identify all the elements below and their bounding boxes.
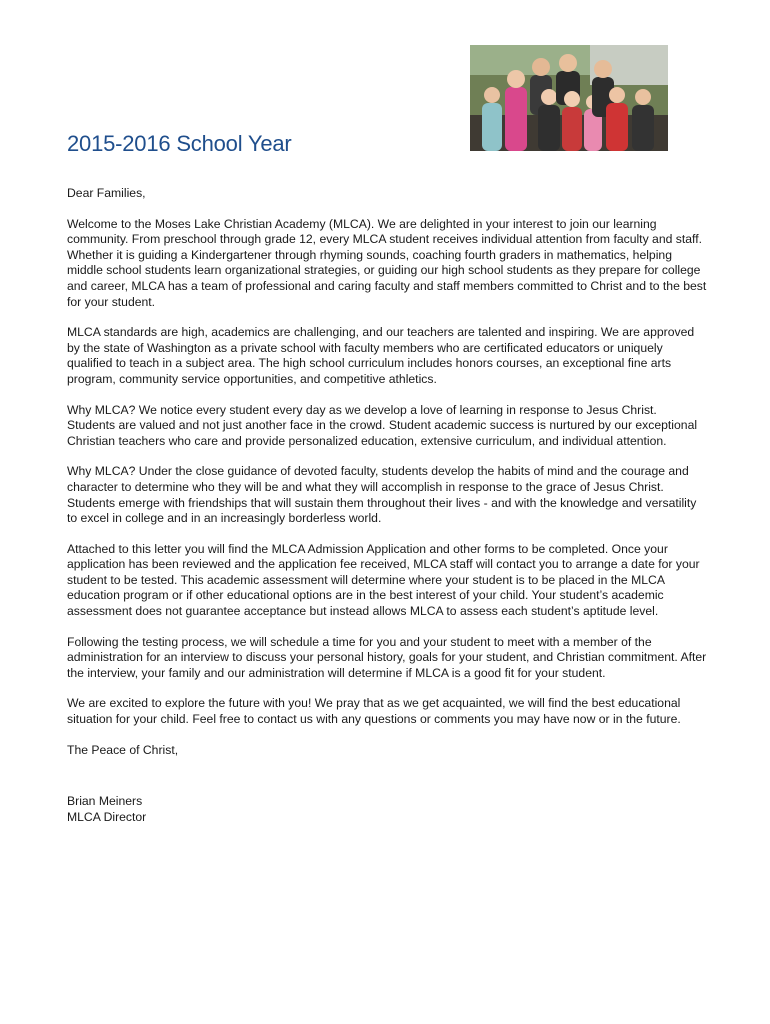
closing: The Peace of Christ, (67, 742, 179, 757)
letter-heading: 2015-2016 School Year (67, 131, 292, 156)
paragraph-why-mlca-1: Why MLCA? We notice every student every day as we develop a love of learning in response to Jesus Christ. Students are valued and not just another face in the crowd. Student academic success is nurtured by our exceptional Christian teachers who care and provide personalized education, extensive curriculum, and individual attention. (67, 402, 698, 448)
paragraph-standards: MLCA standards are high, academics are challenging, and our teachers are talented and inspiring. We are approved by the state of Washington as a private school with faculty members who are certificated educators or uniquely qualified to teach in a subject area. The high school curriculum includes honors courses, an exceptional fine arts program, community service opportunities, and competitive athletics. (67, 325, 695, 386)
signature-title: MLCA Director (67, 809, 147, 824)
paragraph-welcome: Welcome to the Moses Lake Christian Academy (MLCA). We are delighted in your interest to join our learning community. From preschool through grade 12, every MLCA student receives individual attention from faculty and staff. Whether it is guiding a Kindergartener through rhyming sounds, coaching fourth graders in mathematics, helping middle school students learn organizational strategies, or guiding our high school students as they prepare for college and career, MLCA has a team of professional and caring faculty and staff members committed to Christ and to the best for your student. (67, 216, 707, 309)
students-photo-illustration (470, 45, 668, 151)
students-group-photo (470, 45, 668, 151)
paragraph-closing-remarks: We are excited to explore the future with you! We pray that as we get acquainted, we will find the best educational situation for your child. Feel free to contact us with any questions or comments you may have now or in the future. (67, 696, 681, 727)
paragraph-application: Attached to this letter you will find the MLCA Admission Application and other forms to be completed. Once your application has been reviewed and the application fee received, MLCA staff will contact you to arrange a date for your student to be tested. This academic assessment will determine where your student is to be placed in the MLCA education program or if other educational options are in the best interest of your child. Your student’s academic assessment does not guarantee acceptance but instead allows MLCA to assess each student’s aptitude level. (67, 541, 700, 619)
paragraph-why-mlca-2: Why MLCA? Under the close guidance of devoted faculty, students develop the habits of mind and the courage and character to determine who they will be and what they will accomplish in response to the grace of Jesus Christ. Students emerge with friendships that will sustain them throughout their lives - and with the knowledge and versatility to excel in college and in an increasingly borderless world. (67, 464, 697, 526)
salutation: Dear Families, (67, 186, 146, 200)
paragraph-testing-process: Following the testing process, we will schedule a time for you and your student to meet with a member of the administration for an interview to discuss your personal history, goals for your student, and Christian commitment. After the interview, your family and our administration will determine if MLCA is a good fit for your student. (67, 634, 707, 680)
signature-name: Brian Meiners (67, 794, 143, 809)
letter-body (67, 186, 707, 825)
